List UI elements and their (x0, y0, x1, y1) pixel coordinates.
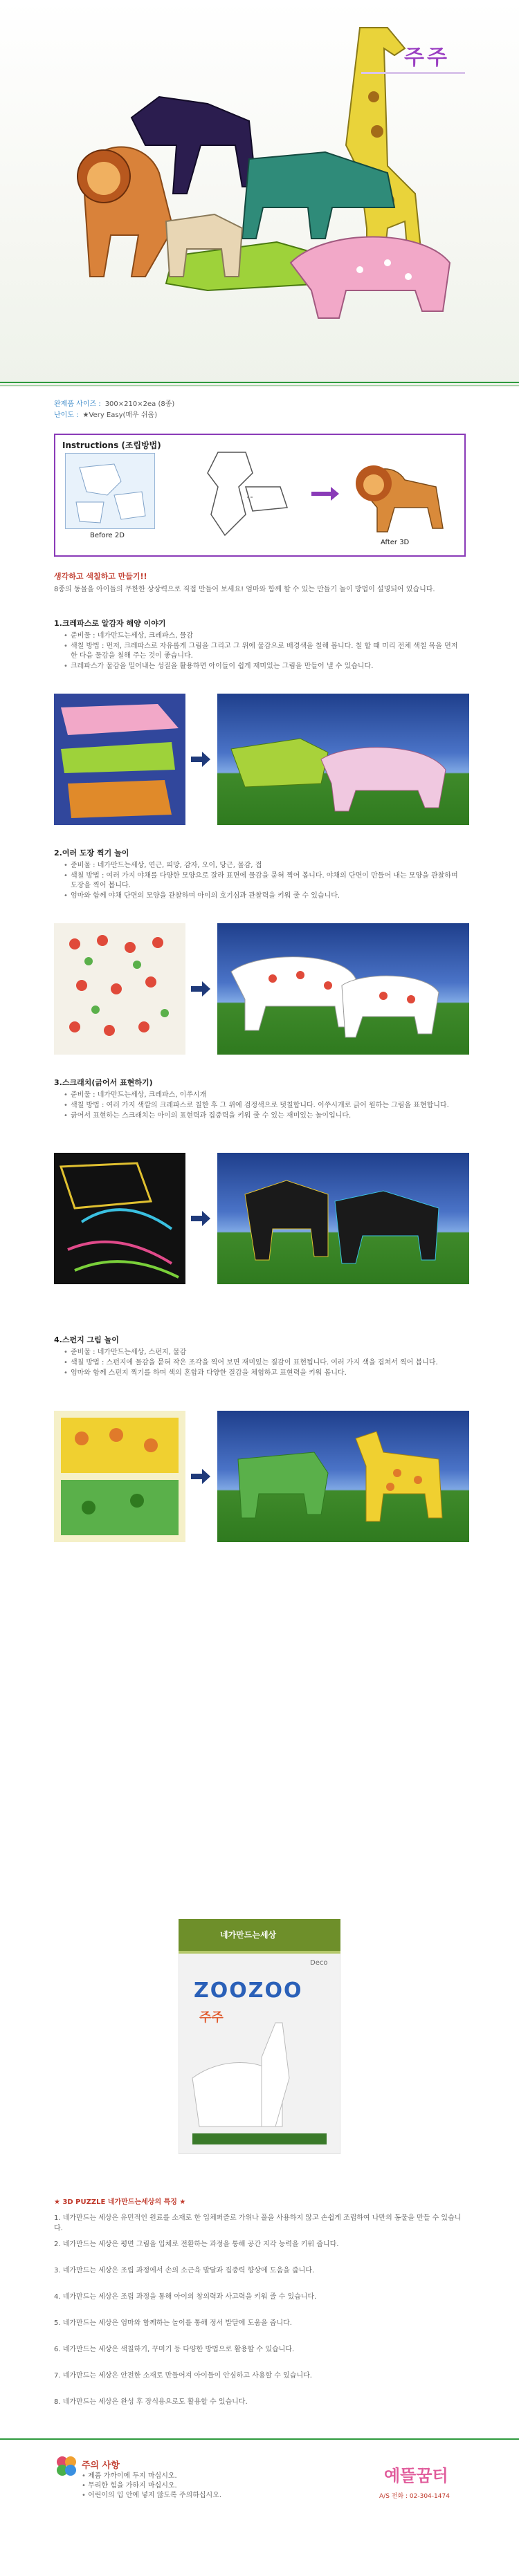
list-item: • 엄마와 함께 야채 단면의 모양을 관찰하며 아이의 호기심과 관찰력을 키워 줄 수 있습니다. (64, 891, 465, 901)
list-item: • 색칠 방법 : 먼저, 크레파스로 자유롭게 그림을 그리고 그 위에 물감으로 배경색을 칠해 봅니다. 칠 할 때 미리 전체 색칠 목을 먼저 한 다음 물감을 칠해 주는 것이 좋습니다. (64, 642, 465, 661)
spec-difficulty-value: ★Very Easy(매우 쉬움) (82, 411, 158, 419)
divider (0, 385, 519, 386)
product-title: 주주 (404, 46, 450, 70)
spec-info (54, 399, 174, 421)
section1-photos (54, 694, 469, 825)
product-package (179, 1919, 340, 2154)
list-item: • 어린이의 입 안에 넣지 않도록 주의하십시오. (82, 2491, 221, 2501)
brand-logo (384, 2462, 448, 2486)
list-item: • 색칠 방법 : 스펀지에 물감을 묻혀 작은 조각을 찍어 보면 재미있는 질감이 표현됩니다. 여러 가지 색을 겹쳐서 찍어 봅니다. (64, 1358, 465, 1368)
scratch-result-photo (217, 1153, 469, 1284)
section1-bullets (64, 631, 465, 672)
list-item: • 준비물 : 네가만드는세상, 크레파스, 이쑤시개 (64, 1091, 465, 1100)
section4-heading: 4.스펀지 그림 놀이 (54, 1335, 119, 1344)
package-product-name: ZOOZOO (194, 1979, 303, 2003)
section1-heading: 1.크레파스로 알감자 해양 이야기 (54, 619, 166, 628)
package-brand: 네가만드는세상 (220, 1930, 277, 1940)
section2-bullets (64, 861, 465, 902)
section3-heading: 3.스크래치(긁어서 표현하기) (54, 1078, 153, 1087)
section3-bullets (64, 1091, 465, 1122)
list-item: • 준비물 : 네가만드는세상, 스펀지, 물감 (64, 1348, 465, 1358)
title-underline (361, 72, 465, 74)
crayon-sheet-photo (54, 694, 185, 825)
list-item: • 준비물 : 네가만드는세상, 크레파스, 물감 (64, 631, 465, 641)
section2-photos (54, 923, 469, 1055)
section4-photos (54, 1411, 469, 1542)
stamp-sheet-photo (54, 923, 185, 1055)
flat-sheet-illustration (65, 453, 155, 529)
feature-item: 5. 네가만드는 세상은 엄마와 함께하는 놀이를 통해 정서 발달에 도움을 줍니다. (54, 2319, 292, 2327)
instructions-title: Instructions (조립방법) (62, 441, 161, 450)
list-item: • 제품 가까이에 두지 마십시오. (82, 2472, 221, 2481)
brand-logo-text: 예뜰꿈터 (384, 2466, 448, 2485)
spec-difficulty-label: 난이도 : (54, 411, 79, 419)
arrow-icon (191, 1469, 210, 1484)
sponge-result-photo (217, 1411, 469, 1542)
sponge-sheet-photo (54, 1411, 185, 1542)
features-title: ★ 3D PUZZLE 네가만드는세상의 특징 ★ (54, 2198, 186, 2206)
feature-item: 2. 네가만드는 세상은 평면 그림을 입체로 전환하는 과정을 통해 공간 지각 능력을 키워 줍니다. (54, 2241, 339, 2248)
package-maker: Deco (310, 1959, 328, 1967)
feature-item: 6. 네가만드는 세상은 색칠하기, 꾸미기 등 다양한 방법으로 활용할 수 있습니다. (54, 2346, 295, 2353)
as-phone: A/S 전화 : 02-304-1474 (379, 2493, 450, 2500)
crayon-result-photo (217, 694, 469, 825)
after-label: After 3D (381, 539, 410, 546)
feature-item: 7. 네가만드는 세상은 안전한 소재로 만들어져 아이들이 안심하고 사용할 수 있습니다. (54, 2372, 312, 2380)
arrow-icon (191, 752, 210, 767)
assembled-lion-illustration (346, 445, 450, 542)
package-product-sub: 주주 (199, 2010, 224, 2025)
hero-banner (0, 0, 519, 387)
before-label: Before 2D (90, 532, 125, 539)
list-item: • 색칠 방법 : 여러 가지 색깔의 크레파스로 칠한 후 그 위에 검정색으로 덧칠합니다. 이쑤시개로 긁어 원하는 그림을 표현합니다. (64, 1101, 465, 1111)
feature-item: 8. 네가만드는 세상은 완성 후 장식용으로도 활용할 수 있습니다. (54, 2398, 248, 2406)
section3-photos (54, 1153, 469, 1284)
list-item: • 색칠 방법 : 여러 가지 야채를 다양한 모양으로 잘라 표면에 물감을 묻혀 찍어 봅니다. 야채의 단면이 만들어 내는 모양을 관찰하며 도장을 찍어 봅니다. (64, 871, 465, 891)
list-item: • 무리한 힘을 가하지 마십시오. (82, 2481, 221, 2491)
list-item: • 준비물 : 네가만드는세상, 연근, 피망, 감자, 오이, 당근, 물감, 접 (64, 861, 465, 871)
scratch-sheet-photo (54, 1153, 185, 1284)
spec-size-value: 300×210×2ea (8종) (104, 400, 175, 408)
intro-text: 8종의 동물을 아이들의 무한한 상상력으로 직접 만들어 보세요! 엄마와 함께 할 수 있는 만들기 놀이 방법이 설명되어 있습니다. (54, 586, 435, 593)
section4-bullets (64, 1348, 465, 1379)
feature-item: 4. 네가만드는 세상은 조립 과정을 통해 아이의 창의력과 사고력을 키워 줄 수 있습니다. (54, 2293, 317, 2301)
arrow-icon (191, 1211, 210, 1226)
clover-icon (54, 2454, 79, 2478)
assembly-steps-illustration (176, 445, 301, 549)
feature-item: 3. 네가만드는 세상은 조립 과정에서 손의 소근육 발달과 집중력 향상에 도움을 줍니다. (54, 2267, 315, 2274)
instructions-box (54, 434, 466, 557)
intro-heading: 생각하고 색칠하고 만들기!! (54, 572, 147, 581)
list-item: • 엄마와 함께 스펀지 찍기를 하며 색의 혼합과 다양한 질감을 체험하고 표현력을 키워 봅니다. (64, 1369, 465, 1378)
section2-heading: 2.여러 도장 찍기 놀이 (54, 849, 129, 858)
caution-title: 주의 사항 (82, 2461, 120, 2471)
list-item: • 크레파스가 물감을 밀어내는 성질을 활용하면 아이들이 쉽게 재미있는 그림을 만들어 낼 수 있습니다. (64, 662, 465, 671)
caution-list (82, 2472, 221, 2501)
list-item: • 긁어서 표현하는 스크래치는 아이의 표현력과 집중력을 키워 줄 수 있는 재미있는 놀이입니다. (64, 1111, 465, 1121)
arrow-icon (191, 981, 210, 997)
divider (0, 2438, 519, 2440)
divider (0, 382, 519, 383)
arrow-icon (311, 487, 339, 501)
feature-item: 1. 네가만드는 세상은 유민적인 원료를 소재로 한 입체퍼즐로 가위나 풀을 사용하지 않고 손쉽게 조립하여 나만의 동물을 만들 수 있습니다. (54, 2214, 462, 2232)
spec-size-label: 완제품 사이즈 : (54, 400, 101, 408)
stamp-result-photo (217, 923, 469, 1055)
